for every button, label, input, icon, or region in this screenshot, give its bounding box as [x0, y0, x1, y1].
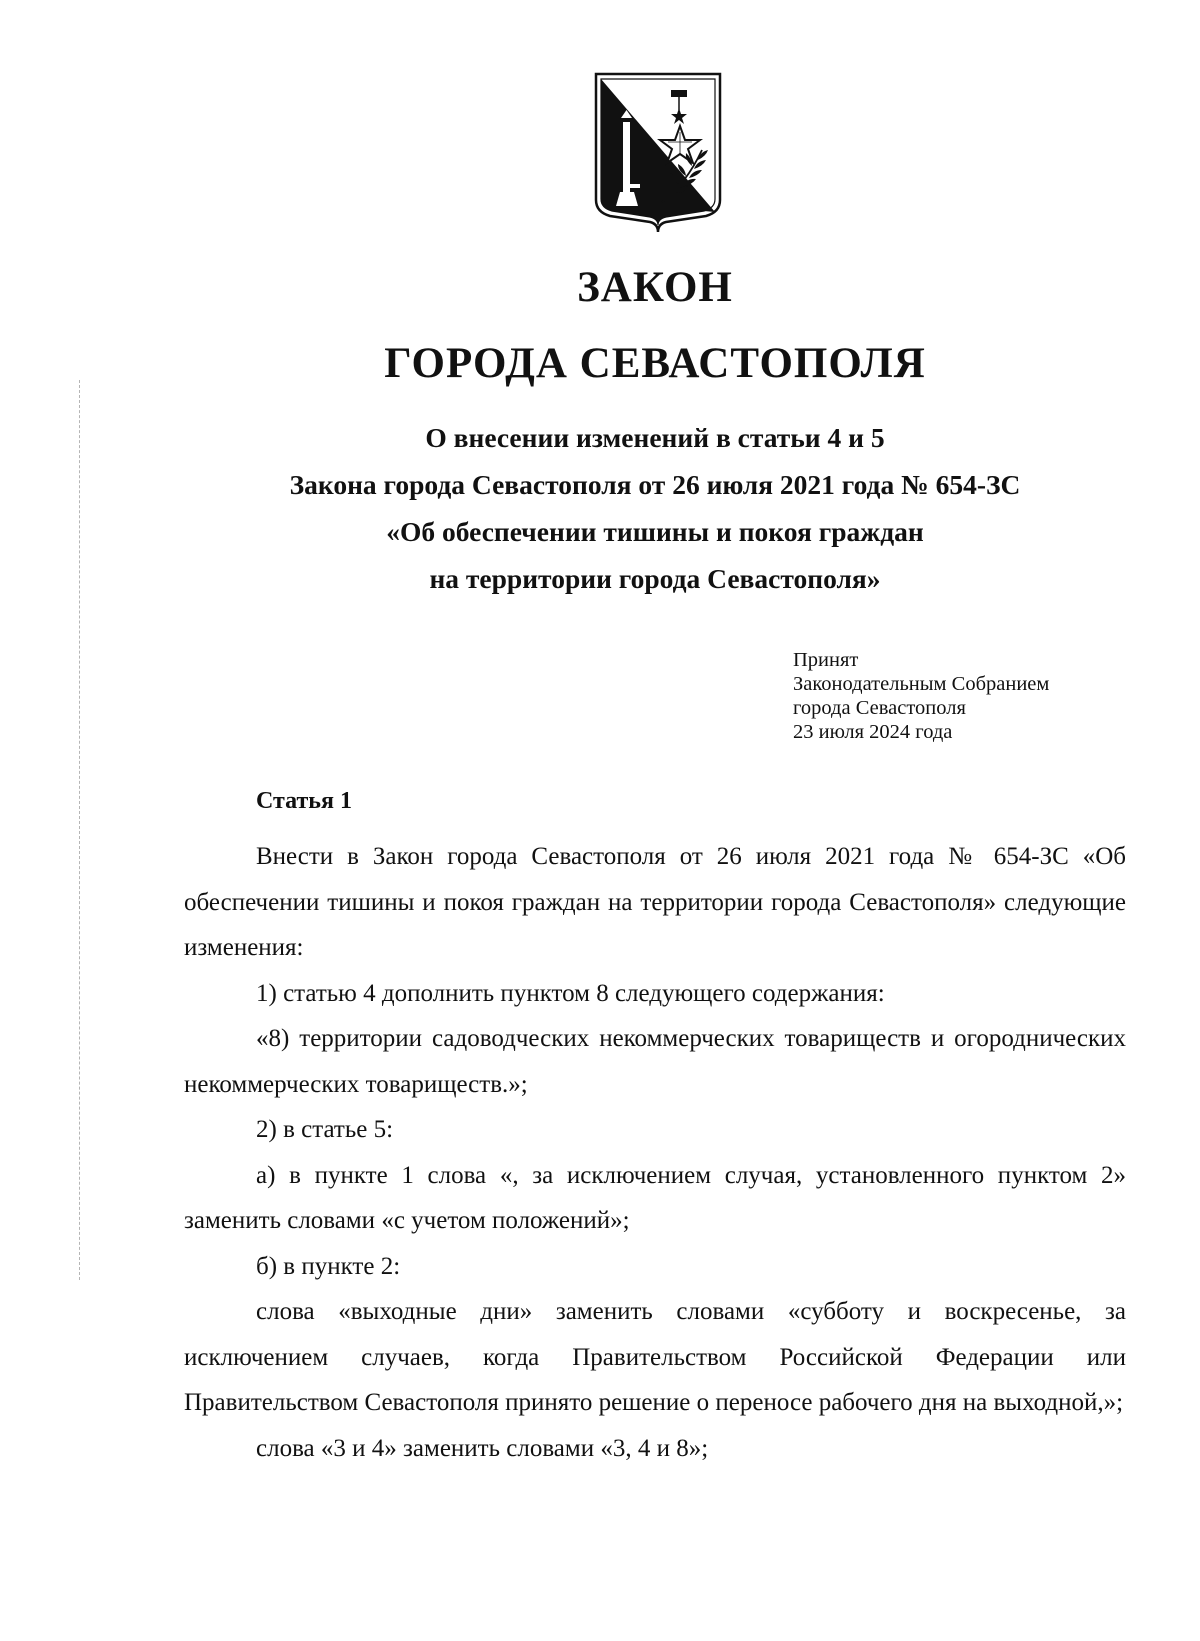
adoption-line: Принят: [793, 649, 859, 671]
paragraph: 2) в статье 5:: [256, 1116, 394, 1143]
article-heading: Статья 1: [256, 788, 352, 814]
adoption-line: города Севастополя: [793, 697, 966, 719]
paragraph: а) в пункте 1 слова «, за исключением случая, установленного пунктом 2» заменить словами «с учетом положений»;: [184, 1161, 1126, 1234]
subtitle-line: Закона города Севастополя от 26 июля 2021 года № 654-ЗС: [289, 469, 1021, 500]
subtitle-line: О внесении изменений в статьи 4 и 5: [425, 422, 885, 453]
paragraph: Внести в Закон города Севастополя от 26 июля 2021 года № 654-ЗС «Об обеспечении тишины и покоя граждан на территории города Севастополя» следующие изменения:: [184, 843, 1126, 961]
article-body: [184, 834, 1126, 1471]
paragraph: «8) территории садоводческих некоммерческих товариществ и огороднических некоммерческих товариществ.»;: [184, 1025, 1126, 1098]
adoption-note: [793, 648, 1049, 744]
sevastopol-coat-of-arms-icon: [594, 72, 722, 234]
document-subtitle: [0, 414, 1200, 602]
paragraph: слова «выходные дни» заменить словами «субботу и воскресенье, за исключением случаев, когда Правительством Российской Федерации или Правительством Севастополя принято решение о переносе рабочего дня на выходной,»;: [184, 1298, 1126, 1416]
adoption-line: Законодательным Собранием: [793, 673, 1050, 695]
paragraph: слова «3 и 4» заменить словами «3, 4 и 8»;: [256, 1434, 709, 1462]
paragraph: 1) статью 4 дополнить пунктом 8 следующего содержания:: [256, 979, 885, 1007]
document-city: ГОРОДА СЕВАСТОПОЛЯ: [384, 340, 926, 387]
subtitle-line: на территории города Севастополя»: [429, 563, 881, 594]
adoption-date: 23 июля 2024 года: [793, 721, 953, 743]
document-title: ЗАКОН: [577, 264, 733, 311]
subtitle-line: «Об обеспечении тишины и покоя граждан: [386, 516, 924, 547]
paragraph: б) в пункте 2:: [256, 1252, 401, 1280]
